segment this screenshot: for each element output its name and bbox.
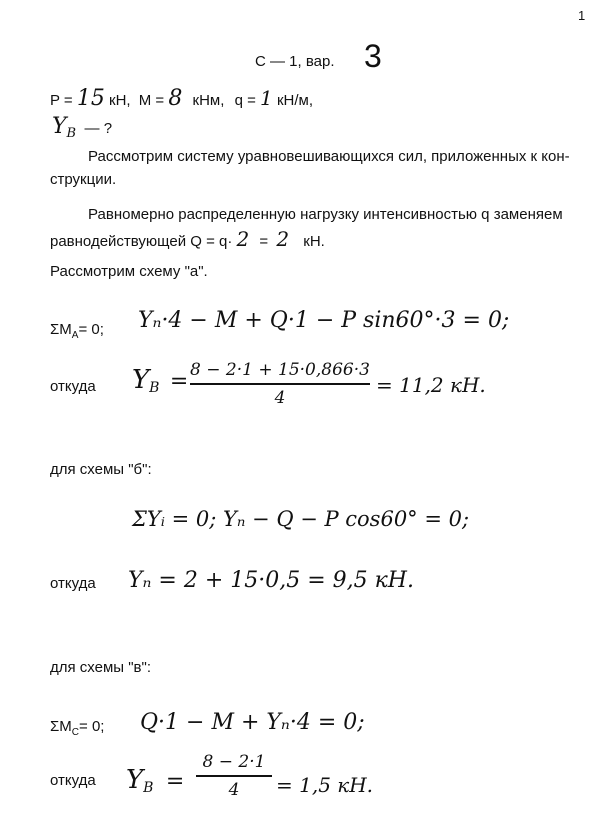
scheme-a-fraction <box>190 360 370 408</box>
length-value: 2 <box>236 227 250 251</box>
scheme-c-moment-label <box>50 718 105 738</box>
moment-point-subscript: C <box>71 727 80 738</box>
fraction-denominator: 4 <box>228 780 240 800</box>
q-unit: кН/м, <box>276 92 313 109</box>
find-tail: — ? <box>84 120 113 137</box>
scheme-a-result-lhs <box>132 365 188 395</box>
find-line <box>52 114 112 139</box>
fraction-numerator: 8 − 2·1 + 15·0,866·3 <box>190 360 370 380</box>
equals-sign: = <box>165 769 185 794</box>
fraction-denominator: 4 <box>274 388 286 408</box>
sum-moment-symbol: ΣM <box>50 718 72 735</box>
find-subscript: B <box>66 126 77 141</box>
reaction-subscript: B <box>143 780 154 796</box>
paragraph-2-line-1: Равномерно распределенную нагрузку интенсивностью q заменяем <box>88 206 563 223</box>
p-label: P = <box>50 92 73 109</box>
resultant-text: равнодействующей Q = q· <box>50 233 233 250</box>
find-symbol: Y <box>52 114 67 139</box>
m-value: 8 <box>168 86 183 111</box>
page-number: 1 <box>578 8 586 23</box>
scheme-b-equation: ΣYᵢ = 0; Yₙ − Q − P cos60° = 0; <box>132 507 470 531</box>
m-label: M = <box>138 92 165 109</box>
scheme-b-heading: для схемы "б": <box>50 461 152 478</box>
reaction-symbol: Y <box>132 365 150 395</box>
q-value: 1 <box>260 86 273 110</box>
equals-zero: = 0; <box>78 321 104 338</box>
q-label: q = <box>234 92 256 109</box>
m-unit: кНм, <box>192 92 225 109</box>
sum-moment-symbol: ΣM <box>50 321 72 338</box>
reaction-subscript: B <box>149 380 160 396</box>
p-value: 15 <box>76 86 105 111</box>
fraction-numerator: 8 − 2·1 <box>202 752 266 772</box>
paragraph-2-line-2 <box>50 227 325 251</box>
equals-sign: = <box>169 369 189 394</box>
paragraph-1-line-2: струкции. <box>50 171 117 188</box>
scheme-c-result-lhs <box>126 765 184 795</box>
scheme-a-equation: Yₙ·4 − M + Q·1 − P sin60°·3 = 0; <box>138 308 510 333</box>
equals-sign: = <box>259 233 269 250</box>
reaction-symbol: Y <box>126 765 144 795</box>
scheme-a-moment-label <box>50 321 104 341</box>
resultant-value: 2 <box>276 227 290 251</box>
given-line <box>50 86 313 111</box>
scheme-c-fraction <box>196 752 272 800</box>
scheme-b-result: Yₙ = 2 + 15·0,5 = 9,5 кН. <box>128 568 414 593</box>
scheme-a-result-value: = 11,2 кН. <box>376 373 486 397</box>
p-unit: кН, <box>109 92 131 109</box>
header-label: С — 1, вар. <box>255 53 335 70</box>
scheme-b-from-label: откуда <box>50 575 96 592</box>
paragraph-3: Рассмотрим схему "а". <box>50 263 208 280</box>
scheme-c-result-value: = 1,5 кН. <box>276 773 374 797</box>
resultant-unit: кН. <box>303 233 325 250</box>
scheme-a-from-label: откуда <box>50 378 96 395</box>
equals-zero: = 0; <box>79 718 105 735</box>
scheme-c-heading: для схемы "в": <box>50 659 152 676</box>
fraction-bar <box>190 383 370 385</box>
paragraph-1-line-1: Рассмотрим систему уравновешивающихся сил, приложенных к кон- <box>88 148 570 165</box>
variant-number: 3 <box>364 38 382 74</box>
scheme-c-from-label: откуда <box>50 772 96 789</box>
moment-point-subscript: A <box>71 330 79 341</box>
fraction-bar <box>196 775 272 777</box>
scheme-c-equation: Q·1 − M + Yₙ·4 = 0; <box>140 710 365 735</box>
